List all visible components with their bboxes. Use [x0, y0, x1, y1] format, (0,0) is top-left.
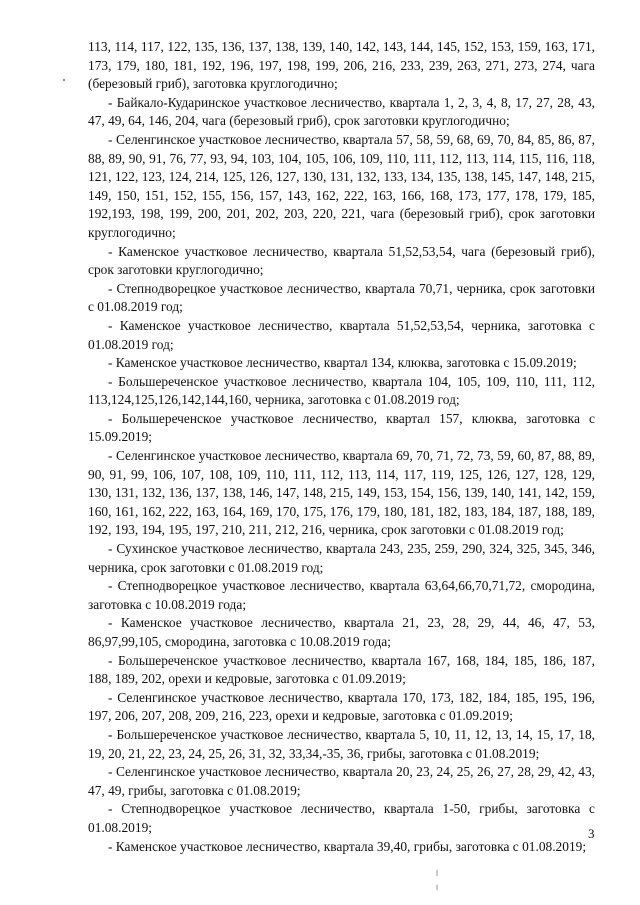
- paragraph-item: - Байкало-Кударинское участковое лесничество, квартала 1, 2, 3, 4, 8, 17, 27, 28, 43, 47, 49, 64, 146, 204, чага (березовый гриб), срок заготовки круглогодично;: [88, 94, 595, 129]
- paragraph-item: - Большереченское участковое лесничество, квартала 167, 168, 184, 185, 186, 187, 188, 189, 202, орехи и кедровые, заготовка с 01.09.2019;: [88, 652, 595, 687]
- paragraph-item: - Большереченское участковое лесничество, квартала 5, 10, 11, 12, 13, 14, 15, 17, 18, 19, 20, 21, 22, 23, 24, 25, 26, 31, 32, 33,34,-35, 36, грибы, заготовка с 01.08.2019;: [88, 726, 595, 761]
- paragraph-item: - Каменское участковое лесничество, квартала 51,52,53,54, черника, заготовка с 01.08.2019 год;: [88, 317, 595, 352]
- paragraph-item: - Степнодворецкое участковое лесничество, квартала 1-50, грибы, заготовка с 01.08.2019;: [88, 801, 595, 835]
- paragraph-item: - Селенгинское участковое лесничество, квартала 57, 58, 59, 68, 69, 70, 84, 85, 86, 87, 88, 89, 90, 91, 76, 77, 93, 94, 103, 104, 105, 106, 109, 110, 111, 112, 113, 114, 115, 116, 118, 121, 122, 123, 124, 214, 125, 126, 127, 130, 131, 132, 133, 134, 135, 138, 145, 147, 148, 215, 149, 150, 151, 152, 155, 156, 157, 143, 162, 222, 163, 166, 168, 173, 177, 178, 179, 185, 192,193, 198, 199, 200, 201, 202, 203, 220, 221, чага (березовый гриб), срок заготовки круглогодично;: [88, 131, 595, 240]
- paragraph-item: - Каменское участковое лесничество, квартал 134, клюква, заготовка с 15.09.2019;: [108, 355, 577, 371]
- paragraph-item: - Каменское участковое лесничество, квартала 21, 23, 28, 29, 44, 46, 47, 53, 86,97,99,105, смородина, заготовка с 10.08.2019 года;: [88, 615, 595, 649]
- paragraph-item: - Степнодворецкое участковое лесничество, квартала 63,64,66,70,71,72, смородина, заготовка с 10.08.2019 года;: [88, 578, 595, 612]
- paragraph-item: - Большереченское участковое лесничество, квартала 104, 105, 109, 110, 111, 112, 113,124,125,126,142,144,160, черника, заготовка с 01.08.2019 год;: [88, 373, 595, 408]
- document-body: [88, 38, 595, 856]
- paragraph-item: - Селенгинское участковое лесничество, квартала 170, 173, 182, 184, 185, 195, 196, 197, 206, 207, 208, 209, 216, 223, орехи и кедровые, заготовка с 01.09.2019;: [88, 689, 595, 724]
- paragraph-item: - Сухинское участковое лесничество, квартала 243, 235, 259, 290, 324, 325, 345, 346, черника, срок заготовки с 01.08.2019 год;: [88, 541, 595, 575]
- scan-speck: [63, 79, 65, 81]
- page-number: 3: [588, 826, 595, 841]
- paragraph-item: - Селенгинское участковое лесничество, квартала 69, 70, 71, 72, 73, 59, 60, 87, 88, 89, 90, 91, 99, 106, 107, 108, 109, 110, 111, 112, 113, 114, 117, 119, 125, 126, 127, 128, 129, 130, 131, 132, 136, 137, 138, 146, 147, 148, 215, 149, 153, 154, 156, 139, 140, 141, 142, 159, 160, 161, 162, 222, 163, 164, 169, 170, 175, 176, 179, 180, 181, 182, 183, 184, 187, 188, 189, 192, 193, 194, 195, 197, 210, 211, 212, 216, черника, срок заготовки с 01.08.2019 год;: [88, 448, 595, 538]
- paragraph-item: - Селенгинское участковое лесничество, квартала 20, 23, 24, 25, 26, 27, 28, 29, 42, 43, 47, 49, грибы, заготовка с 01.08.2019;: [88, 764, 595, 798]
- paragraph-item: - Каменское участковое лесничество, квартала 39,40, грибы, заготовка с 01.08.2019;: [108, 838, 587, 854]
- paragraph-continuation: 113, 114, 117, 122, 135, 136, 137, 138, 139, 140, 142, 143, 144, 145, 152, 153, 159, 163, 171, 173, 179, 180, 181, 192, 196, 197, 198, 199, 206, 216, 233, 239, 263, 271, 273, 274, чага (березовый гриб), заготовка круглогодично;: [88, 39, 595, 92]
- paragraph-item: - Степнодворецкое участковое лесничество, квартала 70,71, черника, срок заготовки с 01.08.2019 год;: [88, 280, 595, 315]
- paragraph-item: - Каменское участковое лесничество, квартала 51,52,53,54, чага (березовый гриб), срок заготовки круглогодично;: [88, 243, 595, 278]
- paragraph-item: - Большереченское участковое лесничество, квартал 157, клюква, заготовка с 15.09.2019;: [88, 410, 595, 445]
